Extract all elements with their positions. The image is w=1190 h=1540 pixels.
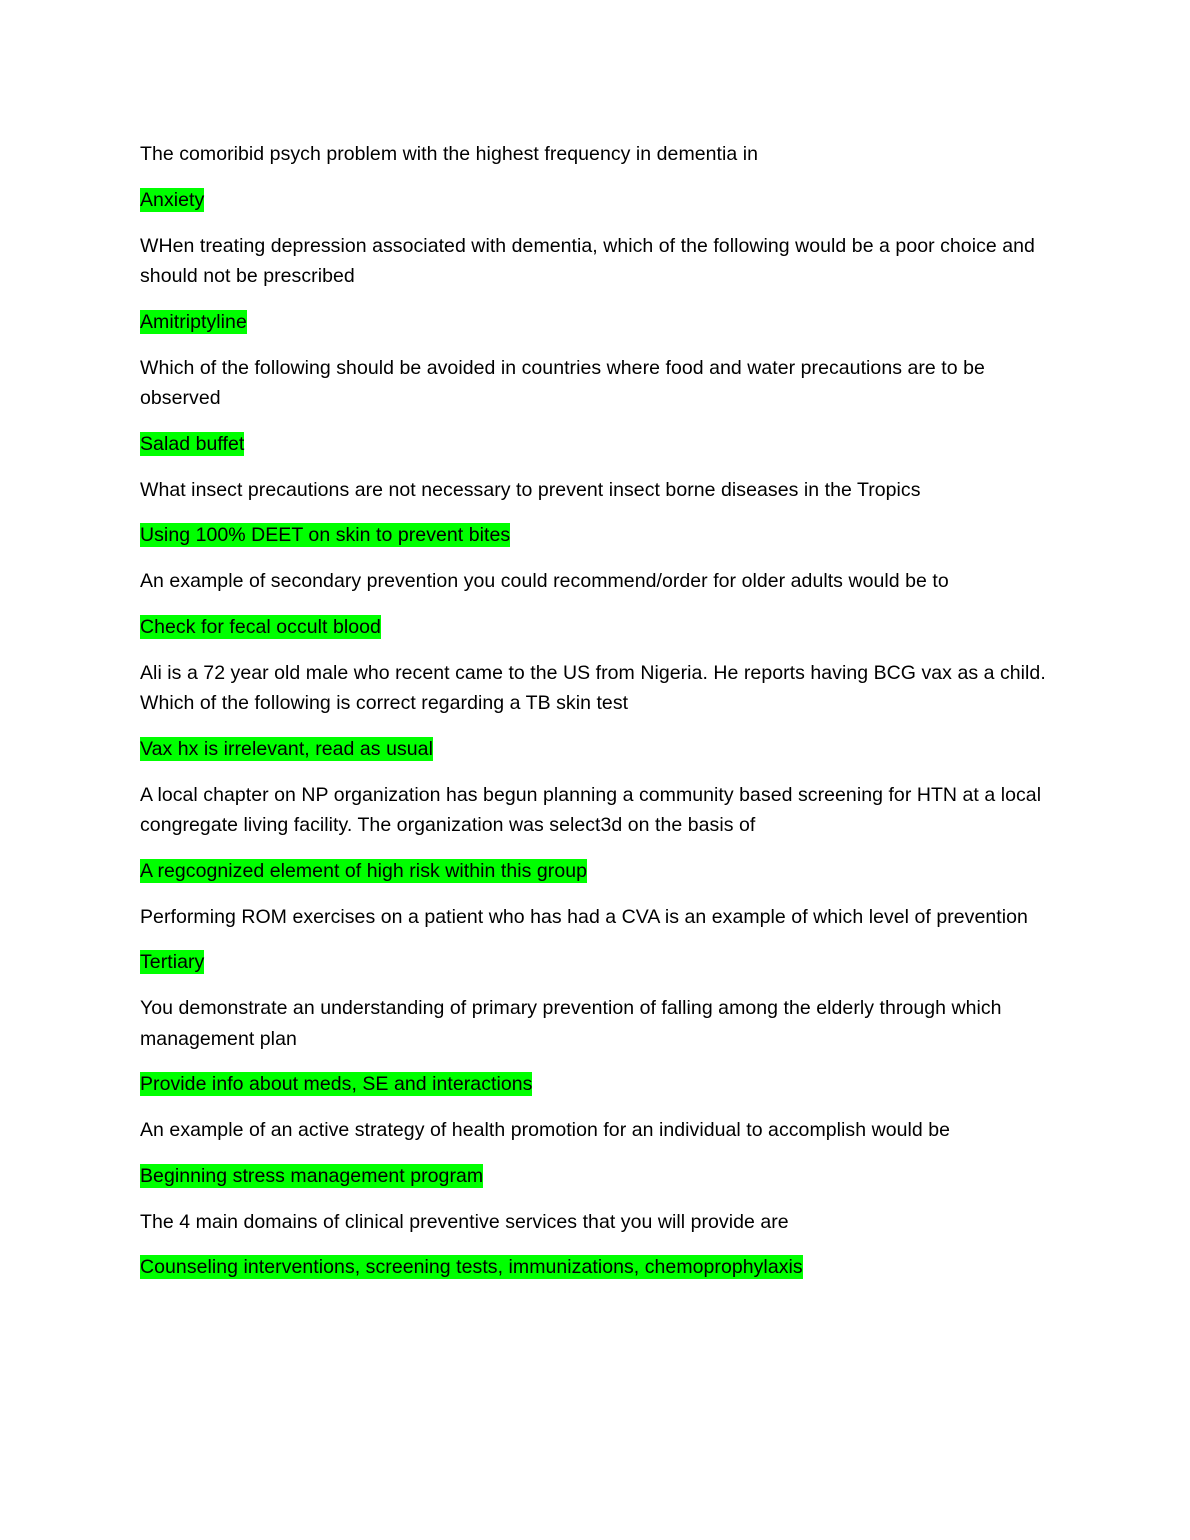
document-page <box>140 139 1060 1298</box>
question-text: The 4 main domains of clinical preventive services that you will provide are <box>140 1210 789 1233</box>
qa-item <box>140 231 1060 335</box>
qa-item <box>140 1207 1060 1281</box>
answer-highlight: Check for fecal occult blood <box>140 615 381 638</box>
qa-item <box>140 993 1060 1097</box>
answer-highlight: A regcognized element of high risk within this group <box>140 859 588 882</box>
answer-line <box>140 1164 1060 1189</box>
qa-item <box>140 902 1060 976</box>
answer-line <box>140 1072 1060 1097</box>
answer-highlight: Vax hx is irrelevant, read as usual <box>140 737 433 760</box>
answer-line <box>140 432 1060 457</box>
qa-item <box>140 353 1060 457</box>
question-text: Performing ROM exercises on a patient who has had a CVA is an example of which level of prevention <box>140 905 1028 928</box>
question-text: You demonstrate an understanding of primary prevention of falling among the elderly through which management plan <box>140 997 1002 1050</box>
answer-line <box>140 523 1060 548</box>
question-text: Which of the following should be avoided in countries where food and water precautions are to be observed <box>140 356 985 409</box>
answer-line <box>140 859 1060 884</box>
answer-line <box>140 950 1060 975</box>
qa-item <box>140 566 1060 640</box>
answer-line <box>140 1255 1060 1280</box>
question-text: An example of secondary prevention you could recommend/order for older adults would be to <box>140 570 949 592</box>
answer-line <box>140 615 1060 640</box>
answer-line <box>140 737 1060 762</box>
answer-line <box>140 310 1060 335</box>
answer-highlight: Amitriptyline <box>140 310 247 333</box>
answer-highlight: Counseling interventions, screening tests, immunizations, chemoprophylaxis <box>140 1256 803 1278</box>
qa-item <box>140 658 1060 762</box>
question-text: What insect precautions are not necessary to prevent insect borne diseases in the Tropics <box>140 478 921 501</box>
question-text: Ali is a 72 year old male who recent came to the US from Nigeria. He reports having BCG vax as a child. Which of the following is correct regarding a TB skin test <box>140 661 1046 714</box>
answer-highlight: Beginning stress management program <box>140 1164 484 1187</box>
question-text: An example of an active strategy of health promotion for an individual to accomplish would be <box>140 1119 951 1141</box>
answer-line <box>140 188 1060 213</box>
question-text: WHen treating depression associated with dementia, which of the following would be a poor choice and should not be prescribed <box>140 234 1035 287</box>
answer-highlight: Provide info about meds, SE and interactions <box>140 1073 533 1095</box>
answer-highlight: Salad buffet <box>140 432 245 455</box>
question-text: A local chapter on NP organization has begun planning a community based screening for HTN at a local congregate living facility. The organization was select3d on the basis of <box>140 783 1042 836</box>
qa-item <box>140 1115 1060 1189</box>
qa-item <box>140 139 1060 213</box>
question-text: The comoribid psych problem with the highest frequency in dementia in <box>140 143 759 165</box>
qa-item <box>140 780 1060 884</box>
qa-item <box>140 475 1060 549</box>
answer-highlight: Tertiary <box>140 951 205 973</box>
answer-highlight: Using 100% DEET on skin to prevent bites <box>140 524 511 546</box>
answer-highlight: Anxiety <box>140 188 205 211</box>
